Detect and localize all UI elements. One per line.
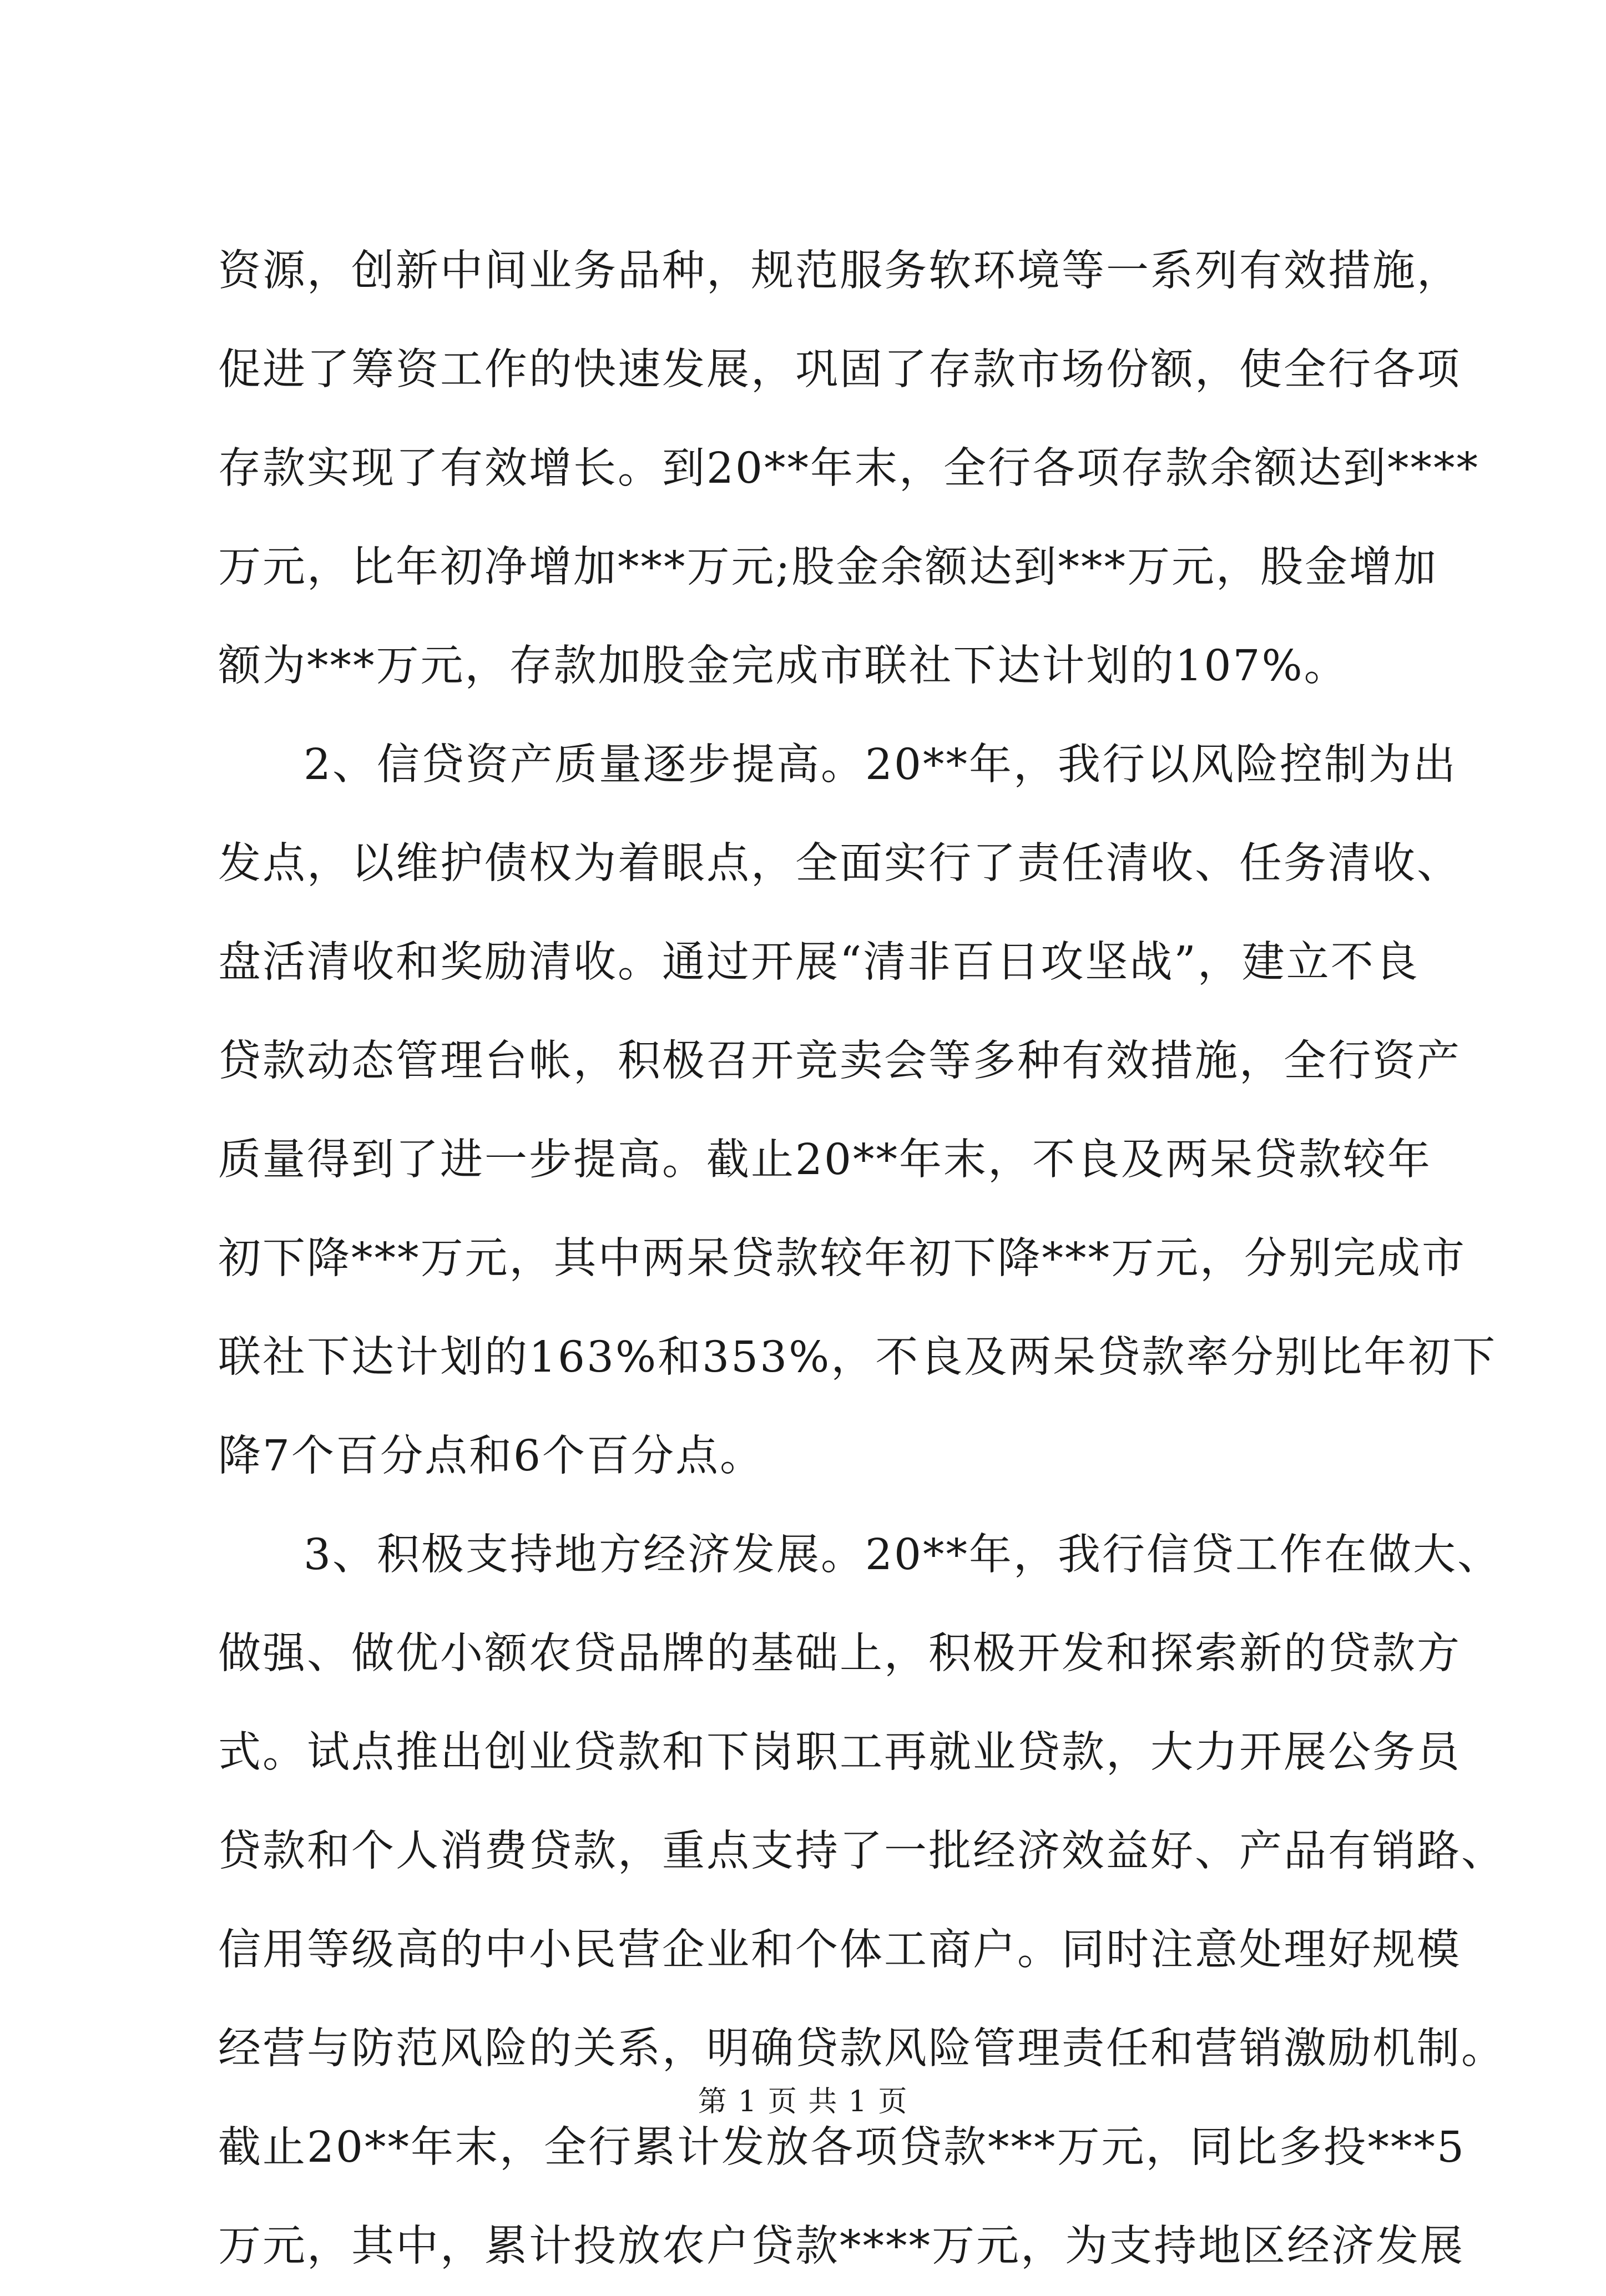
- paragraph-1: [218, 222, 1479, 716]
- text-line: 信用等级高的中小民营企业和个体工商户。同时注意处理好规模: [218, 1925, 1461, 1975]
- text-line: 质量得到了进一步提高。截止20**年末，不良及两呆贷款较年: [218, 1135, 1432, 1185]
- text-line: 额为***万元，存款加股金完成市联社下达计划的107%。: [218, 641, 1349, 691]
- text-line: 3、积极支持地方经济发展。20**年，我行信贷工作在做大、: [304, 1530, 1502, 1580]
- text-line: 初下降***万元，其中两呆贷款较年初下降***万元，分别完成市: [218, 1234, 1466, 1283]
- text-line: 联社下达计划的163%和353%，不良及两呆贷款率分别比年初下: [218, 1333, 1497, 1382]
- text-line: 盘活清收和奖励清收。通过开展“清非百日攻坚战”，建立不良: [218, 938, 1420, 987]
- text-line: 万元，其中，累计投放农户贷款****万元，为支持地区经济发展: [218, 2222, 1464, 2271]
- text-line: 做强、做优小额农贷品牌的基础上，积极开发和探索新的贷款方: [218, 1629, 1461, 1678]
- document-body: [218, 222, 1506, 2296]
- text-line: 2、信贷资产质量逐步提高。20**年，我行以风险控制为出: [304, 740, 1457, 790]
- text-line: 发点，以维护债权为着眼点，全面实行了责任清收、任务清收、: [218, 839, 1461, 888]
- text-line: 截止20**年末，全行累计发放各项贷款***万元，同比多投***5: [218, 2123, 1466, 2172]
- text-line: 促进了筹资工作的快速发展，巩固了存款市场份额，使全行各项: [218, 345, 1461, 395]
- text-line: 降7个百分点和6个百分点。: [218, 1432, 764, 1481]
- paragraph-3: [218, 1506, 1506, 2296]
- page-footer: 第 1 页 共 1 页: [698, 2085, 908, 2118]
- text-line: 式。试点推出创业贷款和下岗职工再就业贷款，大力开展公务员: [218, 1728, 1461, 1777]
- text-line: 贷款和个人消费贷款，重点支持了一批经济效益好、产品有销路、: [218, 1827, 1506, 1876]
- text-line: 资源，创新中间业务品种，规范服务软环境等一系列有效措施，: [218, 246, 1461, 296]
- text-line: 经营与防范风险的关系，明确贷款风险管理责任和营销激励机制。: [218, 2024, 1506, 2074]
- text-line: 万元，比年初净增加***万元;股金余额达到***万元，股金增加: [218, 543, 1438, 592]
- paragraph-2: [218, 716, 1497, 1506]
- text-line: 贷款动态管理台帐，积极召开竞卖会等多种有效措施，全行资产: [218, 1036, 1461, 1086]
- text-line: 存款实现了有效增长。到20**年末，全行各项存款余额达到****: [218, 444, 1479, 493]
